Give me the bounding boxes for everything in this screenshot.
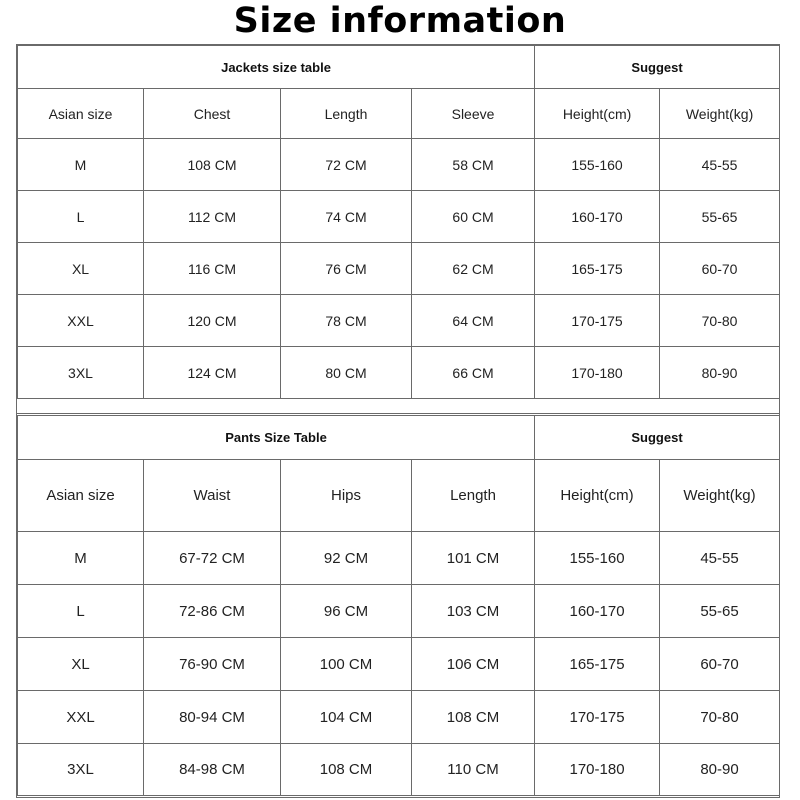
table-cell: 55-65 bbox=[660, 191, 780, 243]
jackets-table-title: Jackets size table bbox=[18, 46, 535, 89]
table-cell: 45-55 bbox=[660, 532, 780, 585]
table-cell: 104 CM bbox=[281, 691, 412, 744]
table-cell: XL bbox=[18, 638, 144, 691]
table-cell: 70-80 bbox=[660, 691, 780, 744]
jackets-size-table bbox=[17, 45, 780, 399]
table-cell: 108 CM bbox=[144, 139, 281, 191]
table-cell: 120 CM bbox=[144, 295, 281, 347]
table-cell: 155-160 bbox=[535, 139, 660, 191]
jackets-suggest-title: Suggest bbox=[535, 46, 780, 89]
table-cell: 80-90 bbox=[660, 744, 780, 796]
table-cell: 84-98 CM bbox=[144, 744, 281, 796]
table-cell: 60-70 bbox=[660, 243, 780, 295]
table-cell: 67-72 CM bbox=[144, 532, 281, 585]
table-cell: 124 CM bbox=[144, 347, 281, 399]
table-cell: 58 CM bbox=[412, 139, 535, 191]
jackets-title-row bbox=[18, 46, 780, 89]
table-cell: 116 CM bbox=[144, 243, 281, 295]
pants-title-row bbox=[18, 416, 780, 460]
table-cell: 80 CM bbox=[281, 347, 412, 399]
column-header: Waist bbox=[144, 460, 281, 532]
table-cell: 72-86 CM bbox=[144, 585, 281, 638]
table-cell: 108 CM bbox=[281, 744, 412, 796]
table-cell: 3XL bbox=[18, 347, 144, 399]
table-separator bbox=[17, 398, 779, 414]
table-cell: 76 CM bbox=[281, 243, 412, 295]
pants-size-table bbox=[17, 415, 780, 796]
table-row bbox=[18, 638, 780, 691]
table-cell: 66 CM bbox=[412, 347, 535, 399]
table-cell: 45-55 bbox=[660, 139, 780, 191]
table-cell: 160-170 bbox=[535, 191, 660, 243]
table-cell: 103 CM bbox=[412, 585, 535, 638]
table-cell: XXL bbox=[18, 691, 144, 744]
table-cell: 76-90 CM bbox=[144, 638, 281, 691]
pants-suggest-title: Suggest bbox=[535, 416, 780, 460]
table-cell: 112 CM bbox=[144, 191, 281, 243]
table-cell: 92 CM bbox=[281, 532, 412, 585]
column-header: Weight(kg) bbox=[660, 89, 780, 139]
table-cell: L bbox=[18, 191, 144, 243]
jackets-column-header-row bbox=[18, 89, 780, 139]
table-row bbox=[18, 532, 780, 585]
table-cell: 110 CM bbox=[412, 744, 535, 796]
table-cell: 160-170 bbox=[535, 585, 660, 638]
table-cell: 74 CM bbox=[281, 191, 412, 243]
table-cell: 80-90 bbox=[660, 347, 780, 399]
table-cell: 64 CM bbox=[412, 295, 535, 347]
column-header: Asian size bbox=[18, 460, 144, 532]
table-cell: 80-94 CM bbox=[144, 691, 281, 744]
column-header: Weight(kg) bbox=[660, 460, 780, 532]
column-header: Length bbox=[281, 89, 412, 139]
table-cell: 60 CM bbox=[412, 191, 535, 243]
table-row bbox=[18, 191, 780, 243]
pants-column-header-row bbox=[18, 460, 780, 532]
table-cell: 170-175 bbox=[535, 691, 660, 744]
table-cell: 170-175 bbox=[535, 295, 660, 347]
column-header: Sleeve bbox=[412, 89, 535, 139]
table-cell: 101 CM bbox=[412, 532, 535, 585]
table-row bbox=[18, 585, 780, 638]
table-cell: 78 CM bbox=[281, 295, 412, 347]
column-header: Height(cm) bbox=[535, 460, 660, 532]
table-cell: XL bbox=[18, 243, 144, 295]
table-cell: M bbox=[18, 139, 144, 191]
table-cell: 96 CM bbox=[281, 585, 412, 638]
table-row bbox=[18, 243, 780, 295]
column-header: Length bbox=[412, 460, 535, 532]
table-cell: 55-65 bbox=[660, 585, 780, 638]
column-header: Height(cm) bbox=[535, 89, 660, 139]
table-cell: 3XL bbox=[18, 744, 144, 796]
column-header: Chest bbox=[144, 89, 281, 139]
table-cell: 155-160 bbox=[535, 532, 660, 585]
table-cell: L bbox=[18, 585, 144, 638]
table-cell: 100 CM bbox=[281, 638, 412, 691]
table-cell: 60-70 bbox=[660, 638, 780, 691]
table-cell: 106 CM bbox=[412, 638, 535, 691]
table-cell: 165-175 bbox=[535, 243, 660, 295]
table-cell: 170-180 bbox=[535, 744, 660, 796]
table-cell: 108 CM bbox=[412, 691, 535, 744]
table-row bbox=[18, 139, 780, 191]
page-title: Size information bbox=[233, 1, 567, 41]
table-cell: XXL bbox=[18, 295, 144, 347]
column-header: Hips bbox=[281, 460, 412, 532]
table-row bbox=[18, 744, 780, 796]
pants-table-title: Pants Size Table bbox=[18, 416, 535, 460]
table-cell: 70-80 bbox=[660, 295, 780, 347]
table-cell: M bbox=[18, 532, 144, 585]
table-cell: 62 CM bbox=[412, 243, 535, 295]
table-row bbox=[18, 295, 780, 347]
table-cell: 165-175 bbox=[535, 638, 660, 691]
table-cell: 72 CM bbox=[281, 139, 412, 191]
table-row bbox=[18, 347, 780, 399]
table-row bbox=[18, 691, 780, 744]
column-header: Asian size bbox=[18, 89, 144, 139]
table-cell: 170-180 bbox=[535, 347, 660, 399]
